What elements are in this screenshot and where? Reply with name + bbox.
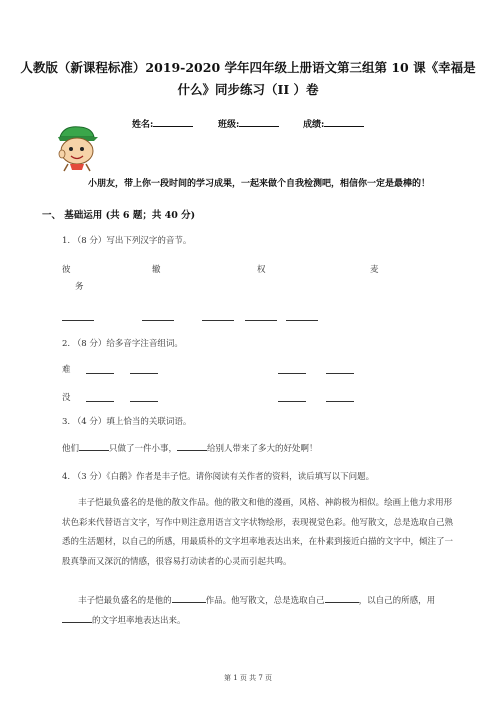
q3-part-3: 给别人带来了多大的好处啊！ <box>207 444 318 454</box>
q2-blank-6[interactable] <box>130 400 158 402</box>
page-title-line-2: 什么》同步练习（II ）卷 <box>177 82 319 97</box>
q3-blank-2[interactable] <box>177 449 207 451</box>
q4-blank-1[interactable] <box>172 601 206 603</box>
q2-blank-3[interactable] <box>278 372 306 374</box>
q1-char-4: 麦 <box>370 265 379 275</box>
q4-fill-part-4: 的文字坦率地表达出来。 <box>92 615 186 626</box>
q1-answer-blank-4[interactable] <box>245 319 277 321</box>
encouragement-text: 小朋友，带上你一段时间的学习成果，一起来做个自我检测吧，相信你一定是最棒的！ <box>88 179 431 189</box>
q1-char-2: 辙 <box>152 265 161 275</box>
q1-answer-blank-1[interactable] <box>62 319 94 321</box>
q3-part-1: 他们 <box>62 444 80 454</box>
question-1-stem: 1. （8 分）写出下列汉字的音节。 <box>62 236 192 246</box>
q1-char-1: 彼 <box>62 265 71 275</box>
q4-passage: 丰子恺最负盛名的是他的散文作品。他的散文和他的漫画，风格、神韵极为相似。绘画上他力求用形状色彩来代替语言文字，写作中则注意用语言文字状物绘形，表现视觉色彩。他写散文，总是选取自己熟悉的生活题材，以自己的所感，用最质朴的文字坦率地表达出来，在朴素到接近白描的文字中，倾注了一股真挚而又深沉的情感，很容易打动读者的心灵而引起共鸣。 <box>62 498 454 567</box>
q1-char-3: 权 <box>257 265 266 275</box>
question-4-stem: 4. （3 分）《白鹅》作者是丰子恺。请你阅读有关作者的资料，读后填写以下问题。 <box>62 472 375 482</box>
name-field[interactable] <box>132 117 193 130</box>
class-field[interactable] <box>218 117 279 130</box>
class-label: 班级: <box>218 120 240 130</box>
q3-blank-1[interactable] <box>79 449 109 451</box>
q4-fill-part-1: 丰子恺最负盛名的是他的 <box>78 596 172 606</box>
cartoon-child-icon <box>50 123 102 173</box>
section-1-heading: 一、 基础运用 (共 6 题；共 40 分) <box>42 210 196 221</box>
score-underline <box>324 117 364 127</box>
q4-blank-3[interactable] <box>62 621 92 623</box>
q4-fill-sentence <box>62 592 458 631</box>
q2-char-2: 没 <box>62 393 71 403</box>
score-label: 成绩: <box>303 120 325 130</box>
q1-answer-blank-5[interactable] <box>286 319 318 321</box>
q2-blank-7[interactable] <box>278 400 306 402</box>
q4-fill-part-3: ，以自己的所感，用 <box>358 596 436 606</box>
name-label: 姓名: <box>132 120 154 130</box>
q4-fill-part-2: 作品。他写散文，总是选取自己 <box>205 596 325 606</box>
q4-blank-2[interactable] <box>325 601 359 603</box>
question-3-stem: 3. （4 分）填上恰当的关联词语。 <box>62 417 192 427</box>
q2-blank-2[interactable] <box>130 372 158 374</box>
q2-blank-8[interactable] <box>326 400 354 402</box>
page-footer: 第 1 页 共 7 页 <box>223 674 273 682</box>
q2-blank-4[interactable] <box>326 372 354 374</box>
q1-answer-blank-3[interactable] <box>202 319 234 321</box>
q1-answer-blank-2[interactable] <box>142 319 174 321</box>
class-underline <box>239 117 279 127</box>
question-2-stem: 2. （8 分）给多音字注音组词。 <box>62 339 183 349</box>
q1-char-5: 务 <box>75 282 84 292</box>
q2-blank-1[interactable] <box>86 372 114 374</box>
score-field[interactable] <box>303 117 364 130</box>
q3-part-2: 只做了一件小事， <box>109 444 178 454</box>
q2-blank-5[interactable] <box>86 400 114 402</box>
q2-char-1: 难 <box>62 365 71 375</box>
q3-sentence <box>62 442 318 454</box>
page-title-line-1: 人教版（新课程标准）2019-2020 学年四年级上册语文第三组第 10 课《幸福是 <box>20 60 476 75</box>
name-underline <box>153 117 193 127</box>
